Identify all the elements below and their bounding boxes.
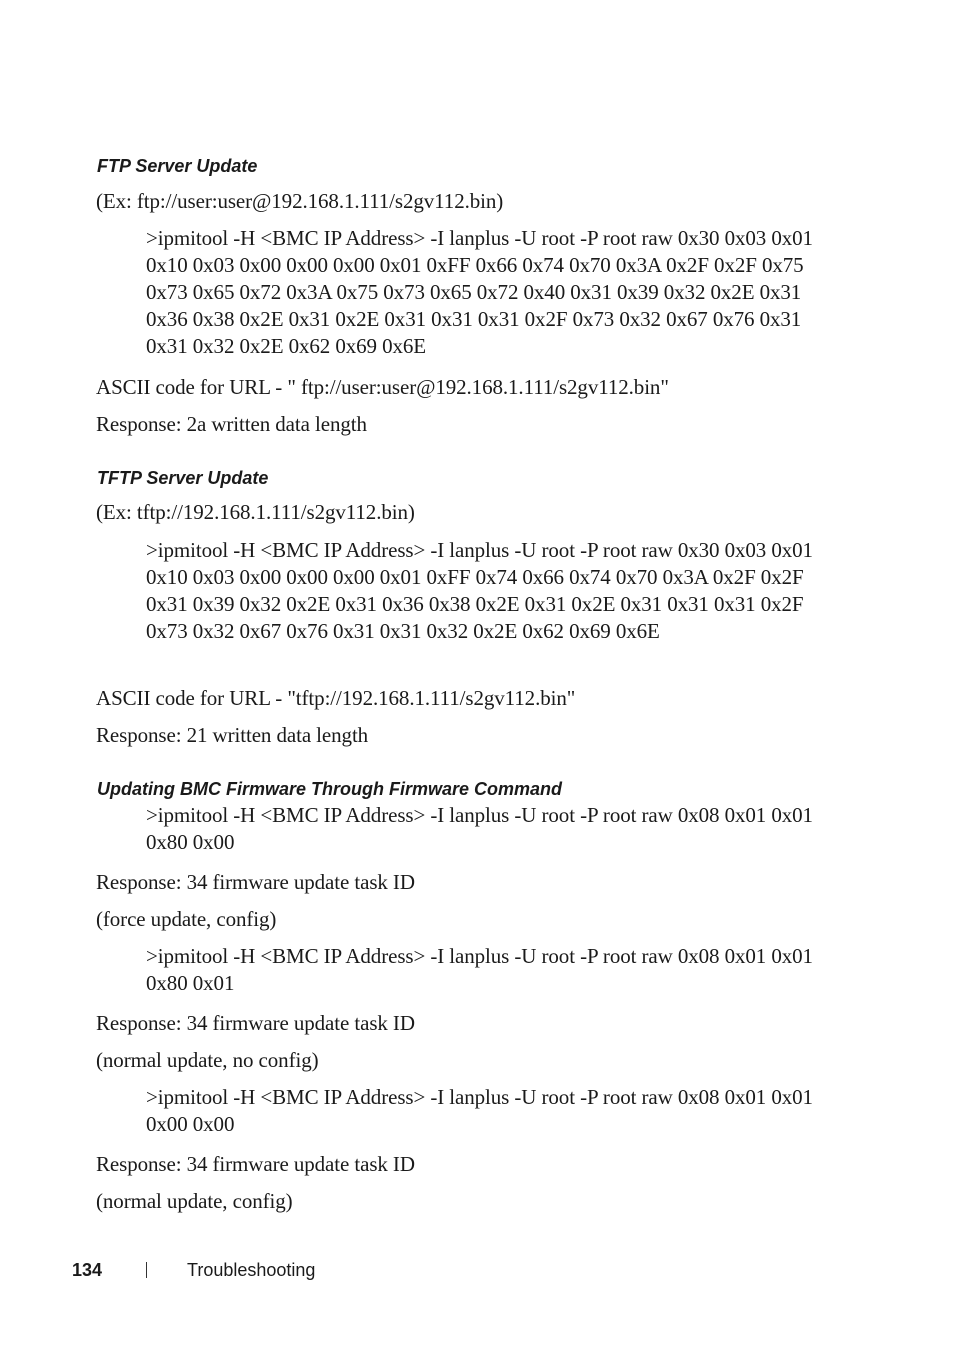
- ftp-example: (Ex: ftp://user:user@192.168.1.111/s2gv112.bin): [96, 189, 504, 213]
- firmware-mode-3: (normal update, config): [96, 1189, 293, 1213]
- ftp-response: Response: 2a written data length: [96, 412, 367, 436]
- firmware-command-1: >ipmitool -H <BMC IP Address> -I lanplus -U root -P root raw 0x08 0x01 0x01 0x80 0x00: [146, 803, 813, 854]
- ftp-ascii: ASCII code for URL - " ftp://user:user@192.168.1.111/s2gv112.bin": [96, 375, 669, 399]
- firmware-response-2: Response: 34 firmware update task ID: [96, 1011, 415, 1035]
- firmware-response-1: Response: 34 firmware update task ID: [96, 870, 415, 894]
- firmware-response-3: Response: 34 firmware update task ID: [96, 1152, 415, 1176]
- ftp-command: >ipmitool -H <BMC IP Address> -I lanplus -U root -P root raw 0x30 0x03 0x01 0x10 0x03 0x00 0x00 0x00 0x01 0xFF 0x66 0x74 0x70 0x3A 0x2F 0x2F 0x75 0x73 0x65 0x72 0x3A 0x75 0x73 0x65 0x72 0x40 0x31 0x39 0x32 0x2E 0x31 0x36 0x38 0x2E 0x31 0x2E 0x31 0x31 0x31 0x2F 0x73 0x32 0x67 0x76 0x31 0x31 0x32 0x2E 0x62 0x69 0x6E: [146, 226, 813, 358]
- firmware-heading: Updating BMC Firmware Through Firmware Command: [97, 779, 563, 799]
- footer-separator: [146, 1262, 147, 1278]
- firmware-command-2: >ipmitool -H <BMC IP Address> -I lanplus -U root -P root raw 0x08 0x01 0x01 0x80 0x01: [146, 944, 813, 995]
- firmware-command-3: >ipmitool -H <BMC IP Address> -I lanplus -U root -P root raw 0x08 0x01 0x01 0x00 0x00: [146, 1085, 813, 1136]
- tftp-heading: TFTP Server Update: [97, 468, 269, 488]
- firmware-mode-2: (normal update, no config): [96, 1048, 319, 1072]
- tftp-example: (Ex: tftp://192.168.1.111/s2gv112.bin): [96, 500, 415, 524]
- tftp-command: >ipmitool -H <BMC IP Address> -I lanplus -U root -P root raw 0x30 0x03 0x01 0x10 0x03 0x00 0x00 0x00 0x01 0xFF 0x74 0x66 0x74 0x70 0x3A 0x2F 0x2F 0x31 0x39 0x32 0x2E 0x31 0x36 0x38 0x2E 0x31 0x2E 0x31 0x31 0x31 0x2F 0x73 0x32 0x67 0x76 0x31 0x31 0x32 0x2E 0x62 0x69 0x6E: [146, 538, 813, 643]
- ftp-heading: FTP Server Update: [97, 156, 258, 176]
- firmware-mode-1: (force update, config): [96, 907, 277, 931]
- section-name: Troubleshooting: [187, 1260, 316, 1280]
- page-number: 134: [72, 1260, 103, 1280]
- tftp-response: Response: 21 written data length: [96, 723, 369, 747]
- tftp-ascii: ASCII code for URL - "tftp://192.168.1.111/s2gv112.bin": [96, 686, 576, 710]
